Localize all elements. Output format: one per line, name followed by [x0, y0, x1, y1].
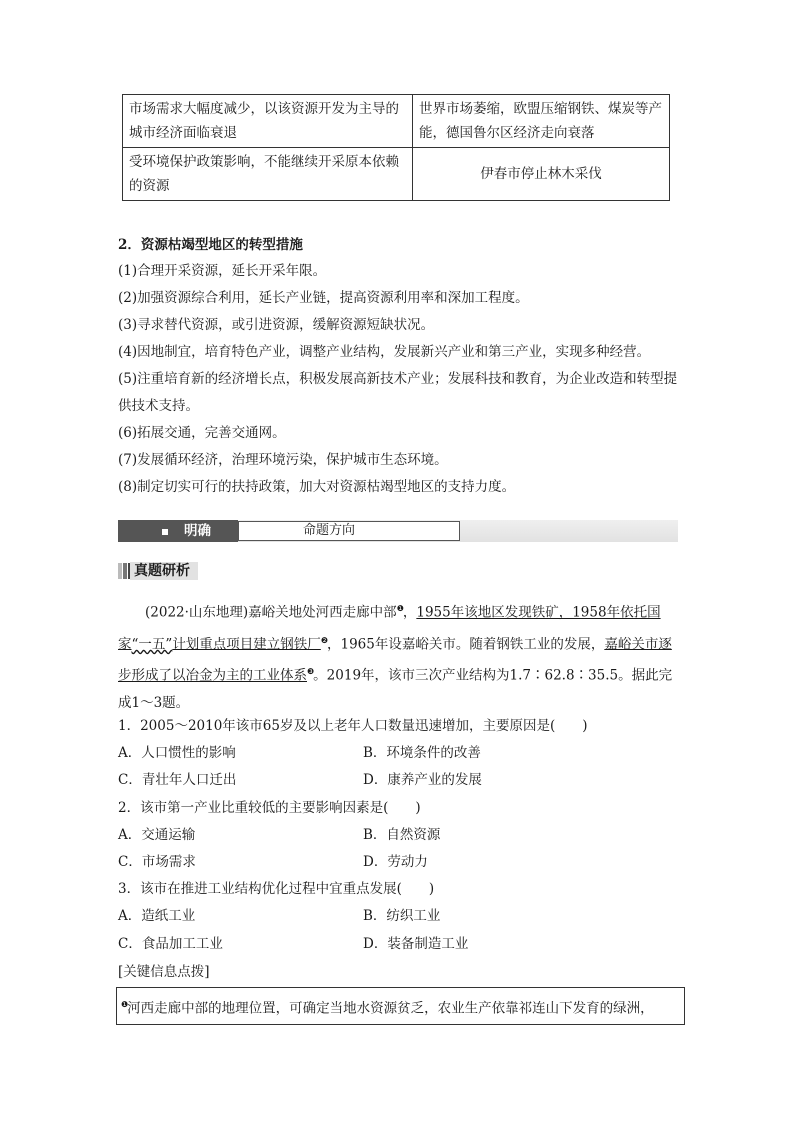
option-b[interactable]: B．自然资源	[363, 826, 441, 843]
question-list	[118, 713, 683, 958]
question-stem: 1．2005～2010年该市65岁及以上老年人口数量迅速增加，主要原因是( )	[118, 718, 588, 734]
option-d[interactable]: D．装备制造工业	[363, 935, 469, 952]
list-item: (7)发展循环经济，治理环境污染，保护城市生态环境。	[118, 452, 448, 468]
list-item: (6)拓展交通，完善交通网。	[118, 425, 286, 441]
section-heading: 2．资源枯竭型地区的转型措施	[118, 237, 303, 253]
comparison-table	[122, 94, 670, 201]
option-row	[118, 903, 683, 930]
table-row	[123, 95, 670, 148]
option-b[interactable]: B．纺织工业	[363, 908, 441, 925]
marker-2: ❷	[320, 635, 327, 645]
list-item: (8)制定切实可行的扶持政策，加大对资源枯竭型地区的支持力度。	[118, 479, 516, 495]
option-a[interactable]: A．人口惯性的影响	[118, 745, 236, 762]
list-item: (4)因地制宜，培育特色产业，调整产业结构，发展新兴产业和第三产业，实现多种经营。	[118, 344, 651, 360]
option-row	[118, 822, 683, 849]
option-row	[118, 931, 683, 958]
banner-label: 明确	[118, 520, 238, 542]
option-d[interactable]: D．劳动力	[363, 853, 428, 870]
table-cell: 世界市场萎缩，欧盟压缩钢铁、煤炭等产能，德国鲁尔区经济走向衰落	[413, 95, 670, 148]
underlined-text: 计划重点项目建立钢铁厂	[172, 636, 321, 652]
option-b[interactable]: B．环境条件的改善	[363, 745, 481, 762]
exam-passage: (2022·山东地理)嘉峪关地处河西走廊中部$^❶$，1955年该地区发现铁矿，1958年依托国家“一五”计划重点项目建立钢铁厂$^❷$，1965年设嘉峪关市。随着钢铁工业的发展，嘉峪关市逐步形成了以冶金为主的工业体系$^❸$。2019年，该市三次产业结构为1.7∶62.8∶35.5。据此完成1～3题。	[118, 604, 673, 711]
table-cell: 伊春市停止林木采伐	[413, 148, 670, 201]
option-d[interactable]: D．康养产业的发展	[363, 772, 482, 789]
option-a[interactable]: A．交通运输	[118, 826, 196, 843]
wavy-underlined-text: “一五”	[131, 636, 173, 652]
key-info-box: $^❶$河西走廊中部的地理位置，可确定当地水资源贫乏，农业生产依靠祁连山下发育的绿洲，	[116, 987, 685, 1025]
square-bullet-icon	[162, 529, 168, 535]
section-banner	[118, 520, 678, 542]
bars-icon	[118, 563, 130, 579]
option-c[interactable]: C．市场需求	[118, 853, 196, 870]
option-c[interactable]: C．青壮年人口迁出	[118, 772, 237, 789]
list-item: (3)寻求替代资源，或引进资源，缓解资源短缺状况。	[118, 317, 435, 333]
question-stem: 2．该市第一产业比重较低的主要影响因素是( )	[118, 799, 421, 816]
subheading: 真题研析	[118, 560, 198, 580]
table-cell: 市场需求大幅度减少，以该资源开发为主导的城市经济面临衰退	[123, 95, 413, 148]
option-row	[118, 849, 683, 876]
list-item: (5)注重培育新的经济增长点，积极发展高新技术产业；发展科技和教育，为企业改造和转型提供技术支持。	[118, 371, 678, 414]
table-cell: 受环境保护政策影响，不能继续开采原本依赖的资源	[123, 148, 413, 201]
option-a[interactable]: A．造纸工业	[118, 908, 196, 925]
option-c[interactable]: C．食品加工工业	[118, 935, 223, 952]
table-row	[123, 148, 670, 201]
banner-tab: 命题方向	[238, 521, 460, 541]
underlined-text: 1955年该地区发现铁矿，1958年依托国家	[118, 604, 661, 652]
underlined-text: 嘉峪关市逐步形成了以冶金为主的工业体系	[118, 636, 672, 684]
key-info-title: [关键信息点拨]	[118, 964, 210, 980]
marker-3: ❸	[307, 667, 314, 676]
measure-list	[118, 258, 678, 501]
list-item: (2)加强资源综合利用，延长产业链，提高资源利用率和深加工程度。	[118, 290, 529, 306]
option-row	[118, 740, 683, 767]
question-stem: 3．该市在推进工业结构优化过程中宜重点发展( )	[118, 881, 435, 898]
list-item: (1)合理开采资源，延长开采年限。	[118, 263, 327, 279]
marker-1: ❶	[121, 1000, 128, 1009]
marker-1: ❶	[396, 604, 403, 613]
option-row	[118, 767, 683, 794]
